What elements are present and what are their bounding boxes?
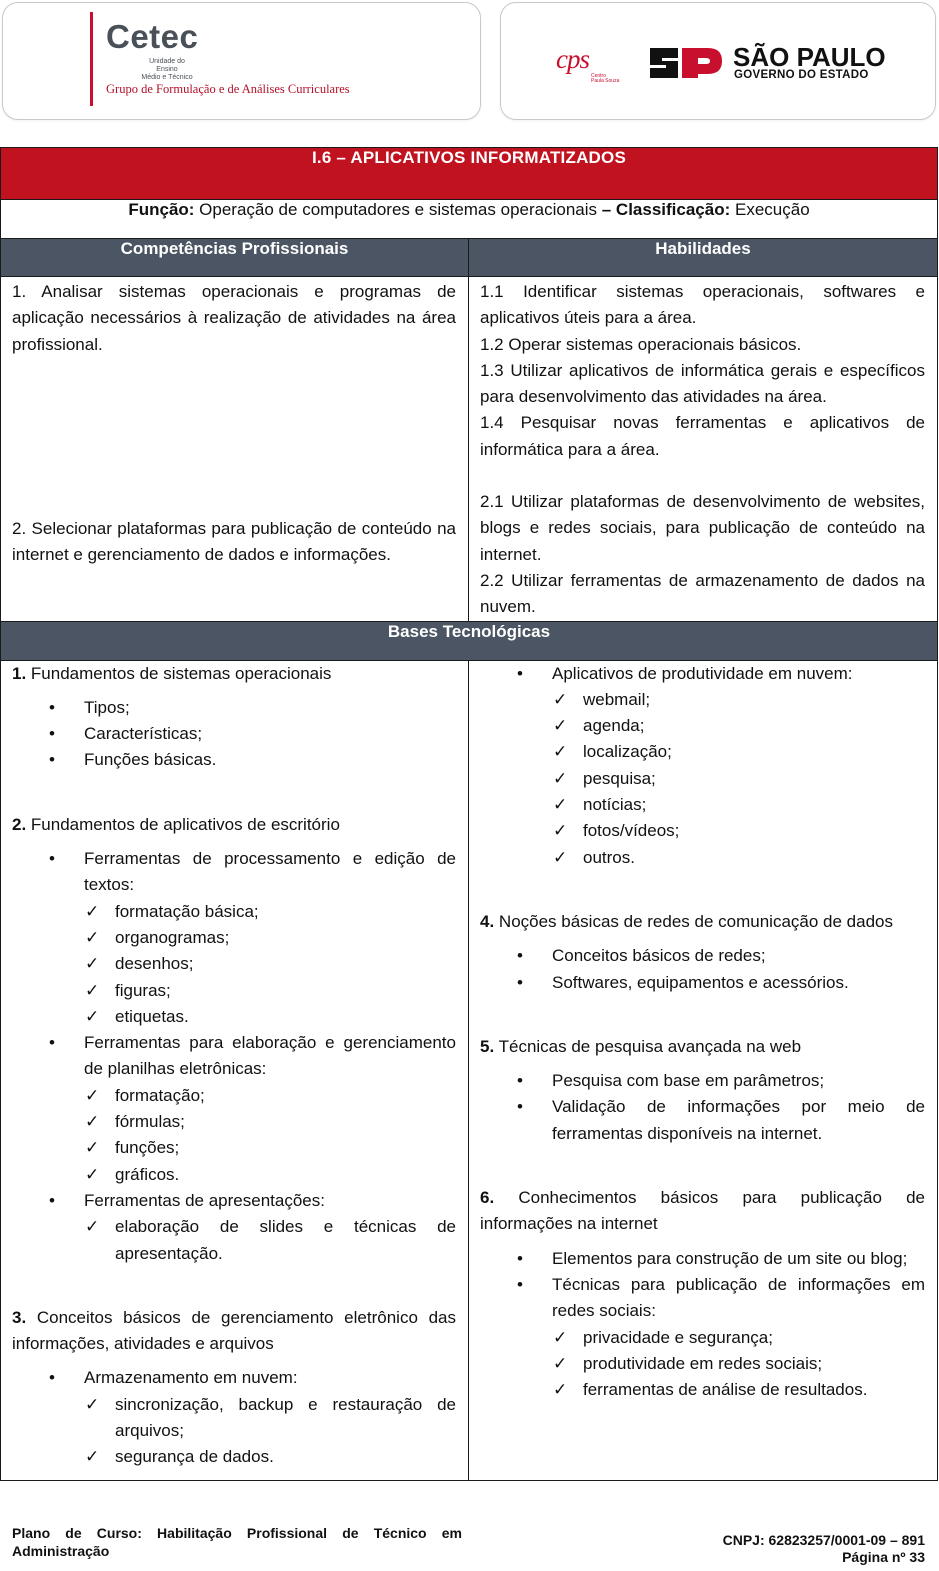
cetec-subtitle-line-2: Médio e Técnico	[141, 74, 193, 81]
base-section-1-text: Fundamentos de sistemas operacionais	[26, 663, 332, 683]
check-item: ✓ localização;	[583, 739, 925, 765]
habilidade-1-3: 1.3 Utilizar aplicativos de informática gerais e específicos para desenvolvimento das atividades na área.	[480, 360, 925, 407]
list-item: • Softwares, equipamentos e acessórios.	[552, 970, 925, 996]
sao-paulo-state-logo-icon	[648, 44, 724, 82]
competencia-1: 1. Analisar sistemas operacionais e programas de aplicação necessários à realização de atividades na área profissional.	[12, 282, 456, 354]
base-section-4-number: 4.	[480, 911, 495, 931]
base-section-6-title	[480, 1185, 925, 1238]
base-section-6-list	[480, 1246, 925, 1404]
base-section-1-title	[12, 661, 456, 687]
checklist	[84, 1392, 456, 1471]
check-item: ✓ outros.	[583, 845, 925, 871]
cetec-logo-name: Cetec	[106, 18, 199, 55]
check-item: ✓ pesquisa;	[583, 766, 925, 792]
habilidades-header: Habilidades	[469, 239, 938, 277]
list-item	[552, 1272, 925, 1403]
check-item: ✓ formatação básica;	[115, 899, 456, 925]
spacer	[12, 838, 456, 846]
base-section-5-text: Técnicas de pesquisa avançada na web	[494, 1036, 802, 1056]
list-item	[84, 1365, 456, 1470]
check-item: ✓ organogramas;	[115, 925, 456, 951]
base-section-1-list	[12, 695, 456, 774]
spacer	[480, 871, 925, 909]
list-item-text: • Técnicas para publicação de informações em redes sociais:	[552, 1274, 925, 1321]
competencia-2: 2. Selecionar plataformas para publicação de conteúdo na internet e gerenciamento de dados e informações.	[12, 519, 456, 565]
sao-paulo-subtitle: GOVERNO DO ESTADO	[734, 69, 869, 81]
base-section-3-list	[12, 1365, 456, 1470]
footer-page-number: Página nº 33	[842, 1549, 925, 1565]
classification-label: Classificação:	[611, 200, 731, 219]
list-item-text: • Ferramentas para elaboração e gerenciamento de planilhas eletrônicas:	[84, 1033, 456, 1079]
function-row	[1, 200, 938, 239]
spacer	[480, 935, 925, 943]
spacer	[480, 1147, 925, 1185]
habilidade-2-1: 2.1 Utilizar plataformas de desenvolvimento de websites, blogs e redes sociais, para publicação de conteúdo na internet.	[480, 492, 925, 564]
list-item: • Elementos para construção de um site ou blog;	[552, 1246, 925, 1272]
base-section-4-list	[480, 943, 925, 996]
checklist	[84, 1083, 456, 1188]
base-section-6-text: Conhecimentos básicos para publicação de informações na internet	[480, 1188, 925, 1234]
spacer	[480, 1060, 925, 1068]
cps-subtitle-line-2: Paula Souza	[591, 78, 620, 84]
base-section-4-title	[480, 909, 925, 935]
check-item: ✓ desenhos;	[115, 951, 456, 977]
bases-right-cell	[469, 660, 938, 1480]
habilidade-1-4: 1.4 Pesquisar novas ferramentas e aplicativos de informática para a área.	[480, 413, 925, 459]
base-section-5-list	[480, 1068, 925, 1147]
check-item: ✓ funções;	[115, 1135, 456, 1161]
list-item	[552, 661, 925, 871]
unit-title: I.6 – APLICATIVOS INFORMATIZADOS	[1, 148, 938, 200]
list-item: • Pesquisa com base em parâmetros;	[552, 1068, 925, 1094]
check-item: ✓ privacidade e segurança;	[583, 1325, 925, 1351]
list-item: • Tipos;	[84, 695, 456, 721]
checklist	[552, 1325, 925, 1404]
spacer	[12, 1357, 456, 1365]
habilidades-cell	[469, 277, 938, 622]
base-section-3-text: Conceitos básicos de gerenciamento eletrônico das informações, atividades e arquivos	[12, 1307, 456, 1354]
cetec-group-name: Grupo de Formulação e de Análises Curriculares	[106, 82, 350, 96]
spacer	[480, 1238, 925, 1246]
habilidade-1-1: 1.1 Identificar sistemas operacionais, softwares e aplicativos úteis para a área.	[480, 282, 925, 328]
spacer	[12, 687, 456, 695]
function-dash: –	[601, 200, 612, 219]
check-item: ✓ agenda;	[583, 713, 925, 739]
footer-course-plan: Plano de Curso: Habilitação Profissional de Técnico em Administração	[12, 1525, 462, 1559]
spacer	[480, 463, 925, 489]
spacer	[480, 996, 925, 1034]
cps-logo: cps	[556, 44, 589, 74]
base-section-2-title	[12, 812, 456, 838]
cetec-header-card	[2, 2, 481, 120]
check-item: ✓ gráficos.	[115, 1162, 456, 1188]
check-item: ✓ sincronização, backup e restauração de arquivos;	[115, 1392, 456, 1445]
bases-header: Bases Tecnológicas	[1, 621, 938, 660]
classification-value: Execução	[730, 200, 810, 219]
base-continuation-list	[480, 661, 925, 871]
spacer	[12, 1267, 456, 1305]
check-item: ✓ produtividade em redes sociais;	[583, 1351, 925, 1377]
base-section-3-number: 3.	[12, 1307, 27, 1327]
list-item: • Conceitos básicos de redes;	[552, 943, 925, 969]
cetec-logo-bar	[90, 12, 93, 106]
base-section-2-text: Fundamentos de aplicativos de escritório	[26, 814, 340, 834]
list-item: • Características;	[84, 721, 456, 747]
check-item: ✓ fórmulas;	[115, 1109, 456, 1135]
list-item-text: • Ferramentas de processamento e edição de textos:	[84, 849, 456, 895]
course-unit-table	[0, 147, 938, 1481]
competencias-cell	[1, 277, 469, 622]
sao-paulo-title: SÃO PAULO	[733, 42, 886, 72]
checklist	[84, 899, 456, 1030]
check-item: ✓ notícias;	[583, 792, 925, 818]
base-section-6-number: 6.	[480, 1188, 495, 1208]
list-item	[84, 846, 456, 1030]
check-item: ✓ figuras;	[115, 978, 456, 1004]
bases-left-cell	[1, 660, 469, 1480]
column-header-row	[1, 239, 938, 277]
list-item-text: • Armazenamento em nuvem:	[84, 1368, 298, 1388]
habilidade-2-2: 2.2 Utilizar ferramentas de armazenamento de dados na nuvem.	[480, 570, 925, 617]
bases-row	[1, 660, 938, 1480]
cps-subtitle-line-1: Centro	[591, 73, 607, 79]
base-section-1-number: 1.	[12, 663, 27, 683]
base-section-5-number: 5.	[480, 1036, 495, 1056]
bases-header-row	[1, 621, 938, 660]
check-item: ✓ segurança de dados.	[115, 1444, 456, 1470]
check-item: ✓ formatação;	[115, 1083, 456, 1109]
check-item: ✓ ferramentas de análise de resultados.	[583, 1377, 925, 1403]
list-item: • Validação de informações por meio de ferramentas disponíveis na internet.	[552, 1094, 925, 1147]
habilidade-1-2: 1.2 Operar sistemas operacionais básicos.	[480, 334, 802, 354]
base-section-2-number: 2.	[12, 814, 27, 834]
spacer	[12, 774, 456, 812]
function-label: Função:	[128, 200, 195, 219]
list-item-text: • Ferramentas de apresentações:	[84, 1190, 325, 1210]
base-section-3-title	[12, 1305, 456, 1358]
cps-logo-subtitle	[591, 74, 619, 84]
list-item	[84, 1188, 456, 1267]
function-classification	[1, 200, 938, 239]
list-item-text: • Aplicativos de produtividade em nuvem:	[552, 663, 853, 683]
checklist	[552, 687, 925, 871]
base-section-4-text: Noções básicas de redes de comunicação de dados	[494, 911, 893, 931]
check-item: ✓ fotos/vídeos;	[583, 818, 925, 844]
competencias-header: Competências Profissionais	[1, 239, 469, 277]
unit-title-row	[1, 148, 938, 200]
cetec-logo-subtitle	[141, 58, 193, 82]
base-section-5-title	[480, 1034, 925, 1060]
footer-page-info	[723, 1532, 925, 1566]
list-item: • Funções básicas.	[84, 747, 456, 773]
competencia-row	[1, 277, 938, 622]
checklist	[84, 1214, 456, 1267]
cetec-subtitle-line-1: Unidade do Ensino	[149, 58, 185, 73]
list-item	[84, 1030, 456, 1188]
function-value: Operação de computadores e sistemas operacionais	[194, 200, 602, 219]
check-item: ✓ elaboração de slides e técnicas de apresentação.	[115, 1214, 456, 1267]
base-section-2-list	[12, 846, 456, 1267]
check-item: ✓ webmail;	[583, 687, 925, 713]
footer-cnpj: CNPJ: 62823257/0001-09 – 891	[722, 1532, 925, 1548]
check-item: ✓ etiquetas.	[115, 1004, 456, 1030]
